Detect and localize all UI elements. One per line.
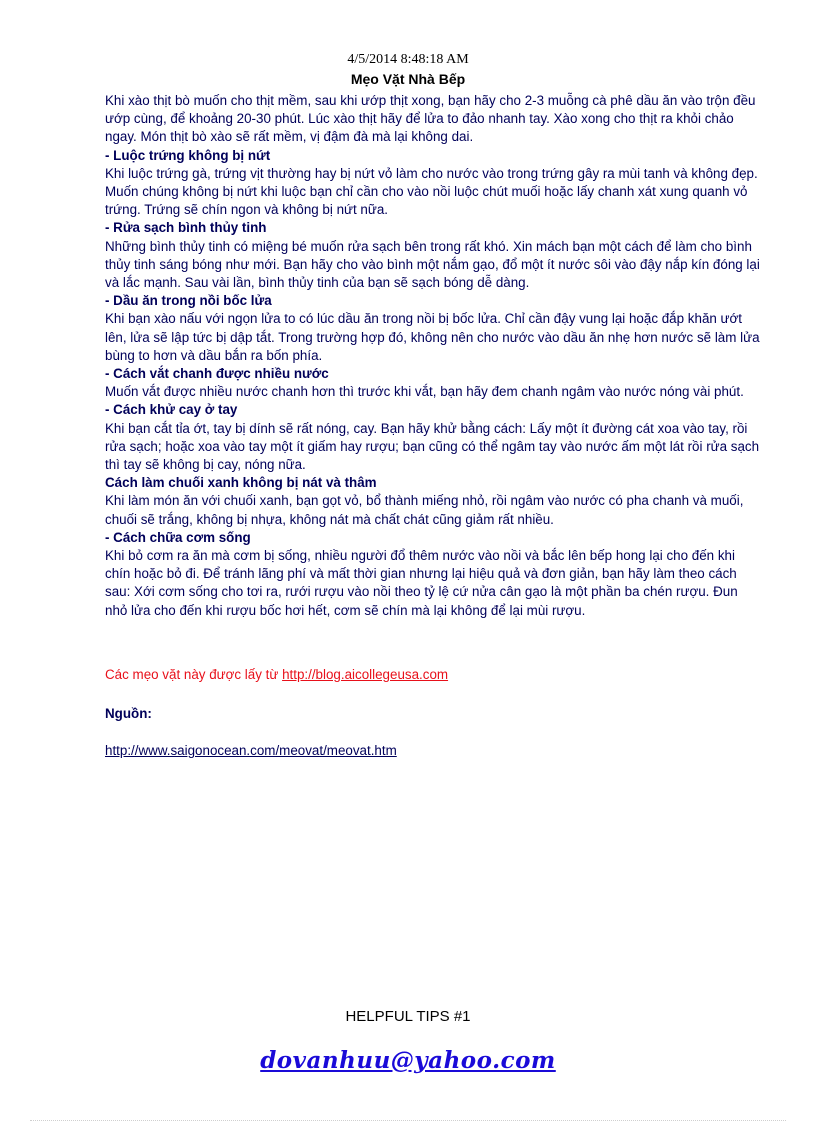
tip-heading: - Cách vắt chanh được nhiều nước bbox=[105, 366, 329, 382]
credit-text: Các mẹo vặt này được lấy từ bbox=[105, 667, 279, 682]
author-signature: dovanhuu@yahoo.com bbox=[260, 1047, 556, 1074]
tip-body: Muốn vắt được nhiều nước chanh hơn thì trước khi vắt, bạn hãy đem chanh ngâm vào nước nóng vài phút. bbox=[105, 384, 744, 400]
credit-line bbox=[105, 667, 448, 682]
tip-body: Khi bỏ cơm ra ăn mà cơm bị sống, nhiều người đổ thêm nước vào nồi và bắc lên bếp hong lại cho đến khi chín hoặc bỏ đi. Để tránh lãng phí và mất thời gian nhưng lại hiệu quả và đơn giản, bạn hãy làm theo cách sau: Xới cơm sống cho tơi ra, rưới rượu vào nồi theo tỷ lệ cứ nửa cân gạo là một phần ba chén rượu. Đun nhỏ lửa cho đến khi rượu bốc hơi hết, cơm sẽ chín mà lại không để lại mùi rượu. bbox=[105, 548, 738, 618]
footer-label: HELPFUL TIPS #1 bbox=[345, 1008, 471, 1025]
timestamp: 4/5/2014 8:48:18 AM bbox=[347, 52, 469, 67]
article-body bbox=[105, 92, 760, 620]
tip-body: Khi bạn xào nấu với ngọn lửa to có lúc dầu ăn trong nồi bị bốc lửa. Chỉ cần đậy vung lại hoặc đắp khăn ướt lên, lửa sẽ lập tức bị dập tắt. Trong trường hợp đó, không nên cho nước vào dầu ăn nhẹ hơn nước sẽ làm lửa bùng to hơn và dầu bắn ra bốn phía. bbox=[105, 311, 760, 363]
intro-paragraph: Khi xào thịt bò muốn cho thịt mềm, sau khi ướp thịt xong, bạn hãy cho 2-3 muỗng cà phê dầu ăn vào trộn đều ướp cùng, để khoảng 20-30 phút. Lúc xào thịt hãy để lửa to đảo nhanh tay. Xào xong cho thịt ra khỏi chảo ngay. Món thịt bò xào sẽ rất mềm, vị đậm đà mà lại không dai. bbox=[105, 93, 756, 145]
page-title: Mẹo Vặt Nhà Bếp bbox=[350, 71, 466, 87]
tip-heading: - Dầu ăn trong nồi bốc lửa bbox=[105, 293, 272, 309]
tip-body: Khi luộc trứng gà, trứng vịt thường hay bị nứt vỏ làm cho nước vào trong trứng gây ra mùi tanh và không đẹp. Muốn chúng không bị nứt khi luộc bạn chỉ cần cho vào nồi luộc chút muối hoặc lấy chanh xát xung quanh vỏ trứng. Trứng sẽ chín ngon và không bị nứt nữa. bbox=[105, 165, 758, 218]
source-link[interactable]: http://www.saigonocean.com/meovat/meovat.htm bbox=[105, 743, 397, 758]
credit-link[interactable]: http://blog.aicollegeusa.com bbox=[282, 667, 449, 682]
tip-body: Những bình thủy tinh có miệng bé muốn rửa sạch bên trong rất khó. Xin mách bạn một cách để làm cho bình thủy tinh sáng bóng như mới. Bạn hãy cho vào bình một nắm gạo, đổ một ít nước sôi vào đậy nắp kín đóng lại và lắc mạnh. Sau vài lần, bình thủy tinh của bạn sẽ sạch bóng dễ dàng. bbox=[105, 238, 760, 291]
source-label: Nguồn: bbox=[105, 706, 152, 721]
page-bottom-divider bbox=[30, 1120, 786, 1121]
tip-heading: Cách làm chuối xanh không bị nát và thâm bbox=[105, 475, 377, 491]
tip-body: Khi bạn cắt tỉa ớt, tay bị dính sẽ rất nóng, cay. Bạn hãy khử bằng cách: Lấy một ít đường cát xoa vào tay, rồi rửa sạch; hoặc xoa vào tay một ít giấm hay rượu; bạn cũng có thể ngâm tay vào nước ấm một lát rồi rửa sạch thì tay sẽ không bị cay, nóng nữa. bbox=[105, 420, 760, 473]
tip-heading: - Luộc trứng không bị nứt bbox=[105, 147, 271, 163]
tip-body: Khi làm món ăn với chuối xanh, bạn gọt vỏ, bổ thành miếng nhỏ, rồi ngâm vào nước có pha chanh và muối, chuối sẽ trắng, không bị nhựa, không nát mà chất chát cũng giảm rất nhiều. bbox=[105, 493, 744, 527]
tip-heading: - Cách khử cay ở tay bbox=[105, 402, 238, 418]
tip-heading: - Cách chữa cơm sống bbox=[105, 529, 251, 545]
tip-heading: - Rửa sạch bình thủy tinh bbox=[105, 220, 267, 236]
